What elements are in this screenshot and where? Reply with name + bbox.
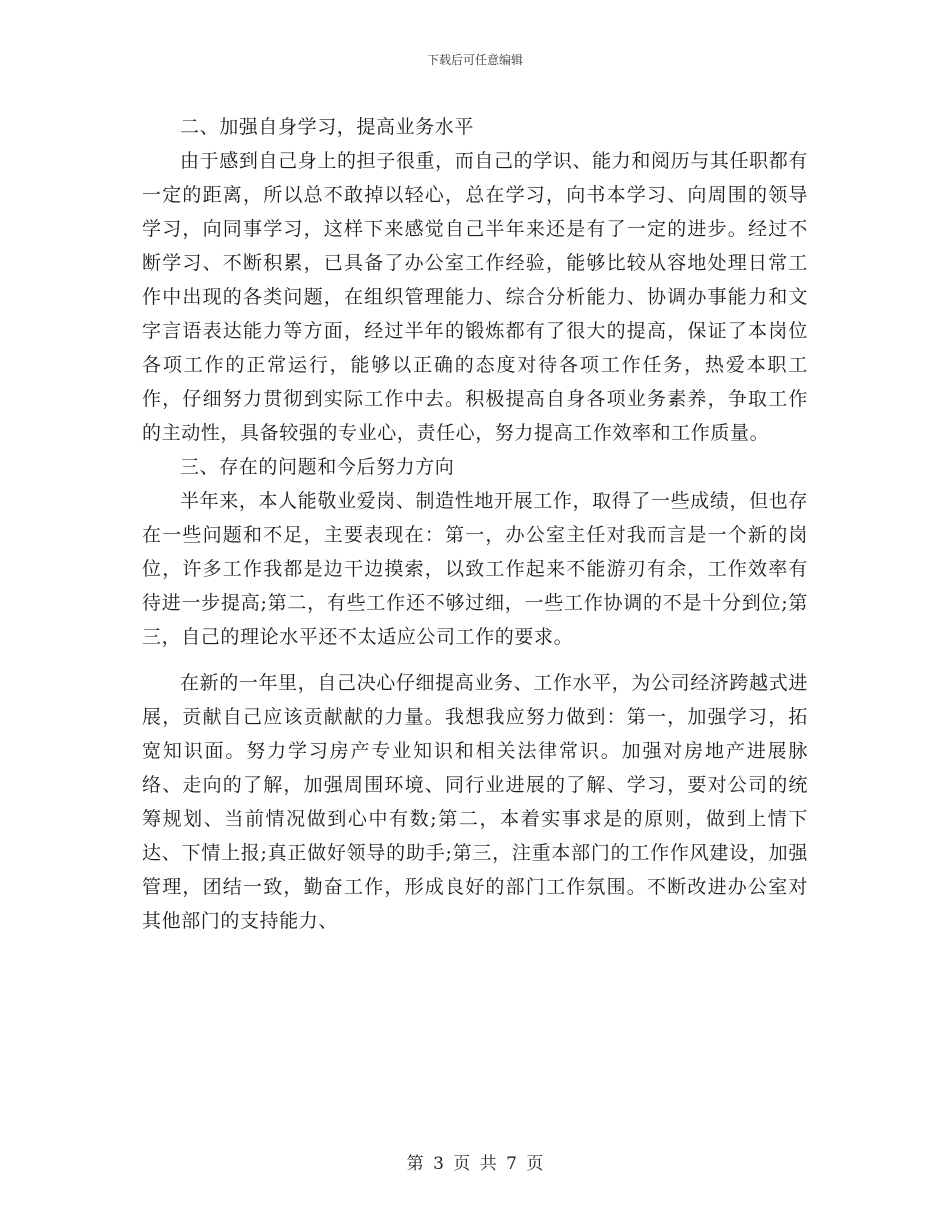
page-number: 第 3 页 共 7 页 [406,1154,544,1174]
document-body [142,110,808,938]
paragraph-problems: 半年来，本人能敬业爱岗、制造性地开展工作，取得了一些成绩，但也存在一些问题和不足，主要表现在：第一，办公室主任对我而言是一个新的岗位，许多工作我都是边干边摸索，以致工作起来不能游刃有余，工作效率有待进一步提高;第二，有些工作还不够过细，一些工作协调的不是十分到位;第三，自己的理论水平还不太适应公司工作的要求。 [142,490,808,648]
paragraph-study: 由于感到自己身上的担子很重，而自己的学识、能力和阅历与其任职都有一定的距离，所以总不敢掉以轻心，总在学习，向书本学习、向周围的领导学习，向同事学习，这样下来感觉自己半年来还是有了一定的进步。经过不断学习、不断积累，已具备了办公室工作经验，能够比较从容地处理日常工作中出现的各类问题，在组织管理能力、综合分析能力、协调办事能力和文字言语表达能力等方面，经过半年的锻炼都有了很大的提高，保证了本岗位各项工作的正常运行，能够以正确的态度对待各项工作任务，热爱本职工作，仔细努力贯彻到实际工作中去。积极提高自身各项业务素养，争取工作的主动性，具备较强的专业心，责任心，努力提高工作效率和工作质量。 [142,150,808,444]
page-header: 下载后可任意编辑 [426,53,523,67]
section-heading-2: 二、加强自身学习，提高业务水平 [180,116,475,138]
paragraph-plans: 在新的一年里，自己决心仔细提高业务、工作水平，为公司经济跨越式进展，贡献自己应该贡献献的力量。我想我应努力做到：第一，加强学习，拓宽知识面。努力学习房产专业知识和相关法律常识。加强对房地产进展脉络、走向的了解，加强周围环境、同行业进展的了解、学习，要对公司的统筹规划、当前情况做到心中有数;第二，本着实事求是的原则，做到上情下达、下情上报;真正做好领导的助手;第三，注重本部门的工作作风建设，加强管理，团结一致，勤奋工作，形成良好的部门工作氛围。不断改进办公室对其他部门的支持能力、 [142,672,808,932]
section-heading-3: 三、存在的问题和今后努力方向 [180,456,455,478]
